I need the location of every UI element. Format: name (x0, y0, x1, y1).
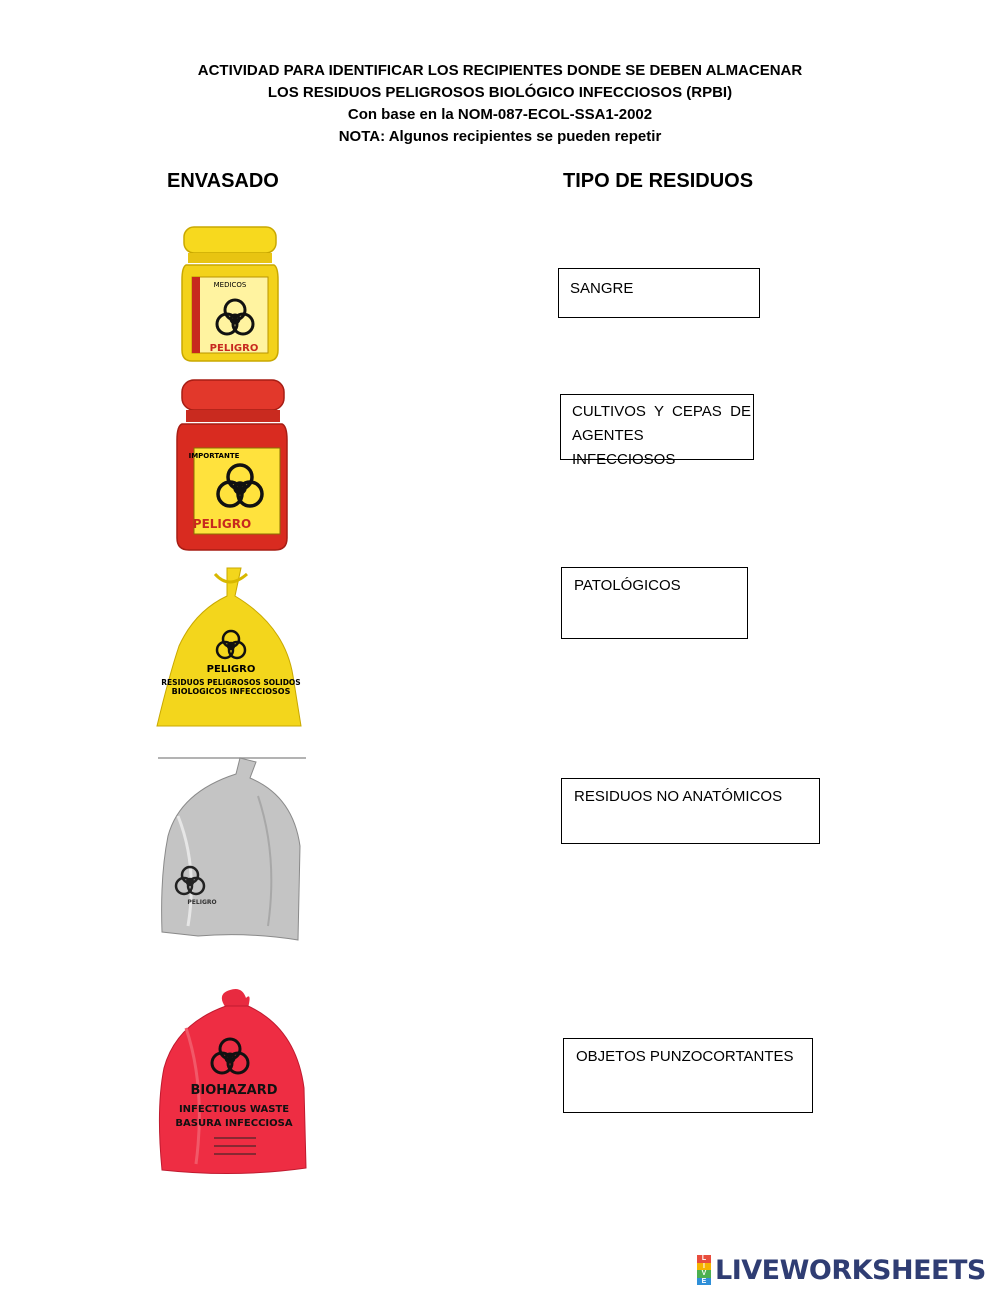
container-3-text-1: RESIDUOS PELIGROSOS SOLIDOS (161, 678, 301, 687)
translucent-bag-image[interactable] (158, 756, 306, 946)
column-title-envasado: ENVASADO (167, 170, 279, 192)
container-5-text-1: INFECTIOUS WASTE (178, 1104, 290, 1115)
column-title-tipo-residuos: TIPO DE RESIDUOS (563, 170, 754, 192)
red-sharps-container-image[interactable] (174, 378, 290, 554)
waste-type-patologicos[interactable] (561, 567, 748, 639)
container-2-top-text: IMPORTANTE (188, 452, 240, 460)
waste-type-no-anatomicos[interactable] (561, 778, 820, 844)
container-5-text-2: BASURA INFECCIOSA (175, 1118, 293, 1129)
liveworksheets-logo[interactable] (697, 1254, 986, 1286)
container-1-top-text: MEDICOS (213, 281, 247, 289)
waste-type-label: RESIDUOS NO ANATÓMICOS (574, 788, 783, 805)
waste-type-label-line-1: CULTIVOS Y CEPAS DE (572, 403, 751, 420)
container-4-label: PELIGRO (187, 899, 217, 906)
activity-header (0, 60, 1000, 148)
waste-type-label-line-2: AGENTES INFECCIOSOS (572, 427, 676, 468)
waste-type-label: OBJETOS PUNZOCORTANTES (576, 1048, 794, 1065)
container-1-label: PELIGRO (209, 343, 259, 354)
waste-type-label: PATOLÓGICOS (574, 577, 681, 594)
waste-type-punzocortantes[interactable] (563, 1038, 813, 1113)
container-2-label: PELIGRO (192, 517, 252, 531)
waste-type-label: SANGRE (570, 280, 634, 297)
waste-type-sangre[interactable] (558, 268, 760, 318)
liveworksheets-brand-name: LIVEWORKSHEETS (715, 1254, 986, 1286)
header-line-1: ACTIVIDAD PARA IDENTIFICAR LOS RECIPIENTES DONDE SE DEBEN ALMACENAR (197, 62, 803, 79)
header-line-2: LOS RESIDUOS PELIGROSOS BIOLÓGICO INFECCIOSOS (RPBI) (267, 84, 733, 101)
header-line-4: NOTA: Algunos recipientes se pueden repetir (338, 128, 662, 145)
container-3-text-2: BIOLOGICOS INFECCIOSOS (171, 687, 291, 696)
yellow-sharps-container-image[interactable] (178, 225, 282, 365)
waste-type-cultivos[interactable] (560, 394, 754, 468)
red-biohazard-bag-image[interactable] (156, 988, 308, 1176)
container-5-label: BIOHAZARD (190, 1083, 278, 1098)
header-line-3: Con base en la NOM-087-ECOL-SSA1-2002 (347, 106, 653, 123)
container-3-label: PELIGRO (206, 664, 256, 675)
yellow-bag-image[interactable] (155, 566, 303, 728)
liveworksheets-badge-icon: L I V E (697, 1255, 711, 1285)
